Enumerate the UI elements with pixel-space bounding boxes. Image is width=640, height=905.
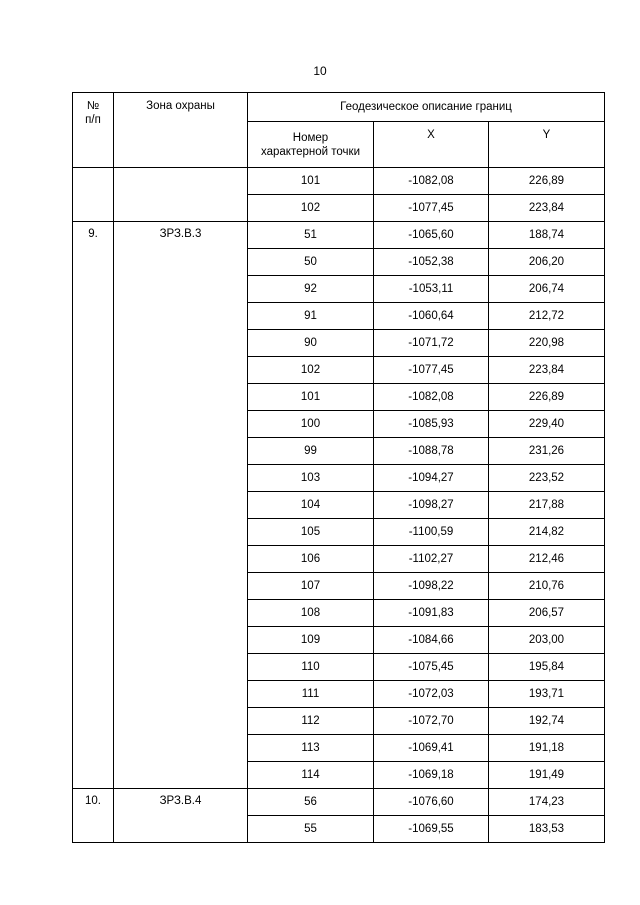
- y-coordinate-cell: 217,88: [489, 492, 605, 519]
- point-number-cell: 100: [248, 411, 374, 438]
- row-index-cell: 9.: [73, 222, 114, 789]
- header-geodetic-description: [248, 93, 605, 122]
- point-number-cell: 114: [248, 762, 374, 789]
- y-coordinate-cell: 212,72: [489, 303, 605, 330]
- x-coordinate-cell: -1085,93: [374, 411, 489, 438]
- row-index-cell: [73, 168, 114, 222]
- point-number-cell: 102: [248, 195, 374, 222]
- y-coordinate-cell: 223,84: [489, 195, 605, 222]
- header-y-label: Y: [542, 129, 551, 141]
- table-row: [73, 168, 605, 195]
- y-coordinate-cell: 193,71: [489, 681, 605, 708]
- point-number-cell: 109: [248, 627, 374, 654]
- header-x-label: X: [427, 129, 435, 141]
- point-number-cell: 112: [248, 708, 374, 735]
- point-number-cell: 92: [248, 276, 374, 303]
- header-x: [374, 122, 489, 168]
- x-coordinate-cell: -1072,03: [374, 681, 489, 708]
- point-number-cell: 103: [248, 465, 374, 492]
- y-coordinate-cell: 229,40: [489, 411, 605, 438]
- point-number-cell: 105: [248, 519, 374, 546]
- point-number-cell: 110: [248, 654, 374, 681]
- y-coordinate-cell: 188,74: [489, 222, 605, 249]
- protection-zone-cell: [114, 168, 248, 222]
- header-point-number-label: Номер характерной точки: [261, 131, 360, 158]
- table-body: [73, 168, 605, 843]
- point-number-cell: 104: [248, 492, 374, 519]
- point-number-cell: 56: [248, 789, 374, 816]
- x-coordinate-cell: -1072,70: [374, 708, 489, 735]
- x-coordinate-cell: -1094,27: [374, 465, 489, 492]
- y-coordinate-cell: 203,00: [489, 627, 605, 654]
- point-number-cell: 90: [248, 330, 374, 357]
- y-coordinate-cell: 226,89: [489, 168, 605, 195]
- y-coordinate-cell: 206,57: [489, 600, 605, 627]
- header-row-number-label: № п/п: [85, 100, 101, 126]
- point-number-cell: 108: [248, 600, 374, 627]
- header-geodetic-description-label: Геодезическое описание границ: [340, 101, 512, 113]
- row-index-cell: 10.: [73, 789, 114, 843]
- point-number-cell: 99: [248, 438, 374, 465]
- page-number: 10: [313, 64, 327, 78]
- y-coordinate-cell: 223,84: [489, 357, 605, 384]
- table-row: [73, 222, 605, 249]
- x-coordinate-cell: -1076,60: [374, 789, 489, 816]
- point-number-cell: 102: [248, 357, 374, 384]
- point-number-cell: 101: [248, 168, 374, 195]
- x-coordinate-cell: -1069,41: [374, 735, 489, 762]
- x-coordinate-cell: -1077,45: [374, 195, 489, 222]
- x-coordinate-cell: -1071,72: [374, 330, 489, 357]
- y-coordinate-cell: 226,89: [489, 384, 605, 411]
- header-y: [489, 122, 605, 168]
- header-row-number: [73, 93, 114, 168]
- x-coordinate-cell: -1053,11: [374, 276, 489, 303]
- x-coordinate-cell: -1091,83: [374, 600, 489, 627]
- x-coordinate-cell: -1052,38: [374, 249, 489, 276]
- protection-zone-cell: ЗРЗ.В.4: [114, 789, 248, 843]
- point-number-cell: 101: [248, 384, 374, 411]
- x-coordinate-cell: -1082,08: [374, 168, 489, 195]
- x-coordinate-cell: -1060,64: [374, 303, 489, 330]
- y-coordinate-cell: 206,20: [489, 249, 605, 276]
- x-coordinate-cell: -1098,27: [374, 492, 489, 519]
- point-number-cell: 106: [248, 546, 374, 573]
- header-point-number: [248, 122, 374, 168]
- table-row: [73, 789, 605, 816]
- point-number-cell: 91: [248, 303, 374, 330]
- y-coordinate-cell: 191,49: [489, 762, 605, 789]
- x-coordinate-cell: -1084,66: [374, 627, 489, 654]
- y-coordinate-cell: 191,18: [489, 735, 605, 762]
- x-coordinate-cell: -1075,45: [374, 654, 489, 681]
- x-coordinate-cell: -1065,60: [374, 222, 489, 249]
- y-coordinate-cell: 214,82: [489, 519, 605, 546]
- x-coordinate-cell: -1069,55: [374, 816, 489, 843]
- header-protection-zone-label: Зона охраны: [146, 100, 215, 112]
- y-coordinate-cell: 210,76: [489, 573, 605, 600]
- x-coordinate-cell: -1082,08: [374, 384, 489, 411]
- header-protection-zone: [114, 93, 248, 168]
- y-coordinate-cell: 223,52: [489, 465, 605, 492]
- point-number-cell: 51: [248, 222, 374, 249]
- x-coordinate-cell: -1077,45: [374, 357, 489, 384]
- y-coordinate-cell: 206,74: [489, 276, 605, 303]
- y-coordinate-cell: 183,53: [489, 816, 605, 843]
- point-number-cell: 50: [248, 249, 374, 276]
- boundary-coordinates-table: [72, 92, 605, 843]
- x-coordinate-cell: -1069,18: [374, 762, 489, 789]
- x-coordinate-cell: -1102,27: [374, 546, 489, 573]
- protection-zone-cell: ЗРЗ.В.3: [114, 222, 248, 789]
- y-coordinate-cell: 174,23: [489, 789, 605, 816]
- point-number-cell: 111: [248, 681, 374, 708]
- x-coordinate-cell: -1098,22: [374, 573, 489, 600]
- y-coordinate-cell: 231,26: [489, 438, 605, 465]
- y-coordinate-cell: 220,98: [489, 330, 605, 357]
- point-number-cell: 107: [248, 573, 374, 600]
- y-coordinate-cell: 195,84: [489, 654, 605, 681]
- x-coordinate-cell: -1100,59: [374, 519, 489, 546]
- point-number-cell: 113: [248, 735, 374, 762]
- y-coordinate-cell: 212,46: [489, 546, 605, 573]
- y-coordinate-cell: 192,74: [489, 708, 605, 735]
- point-number-cell: 55: [248, 816, 374, 843]
- x-coordinate-cell: -1088,78: [374, 438, 489, 465]
